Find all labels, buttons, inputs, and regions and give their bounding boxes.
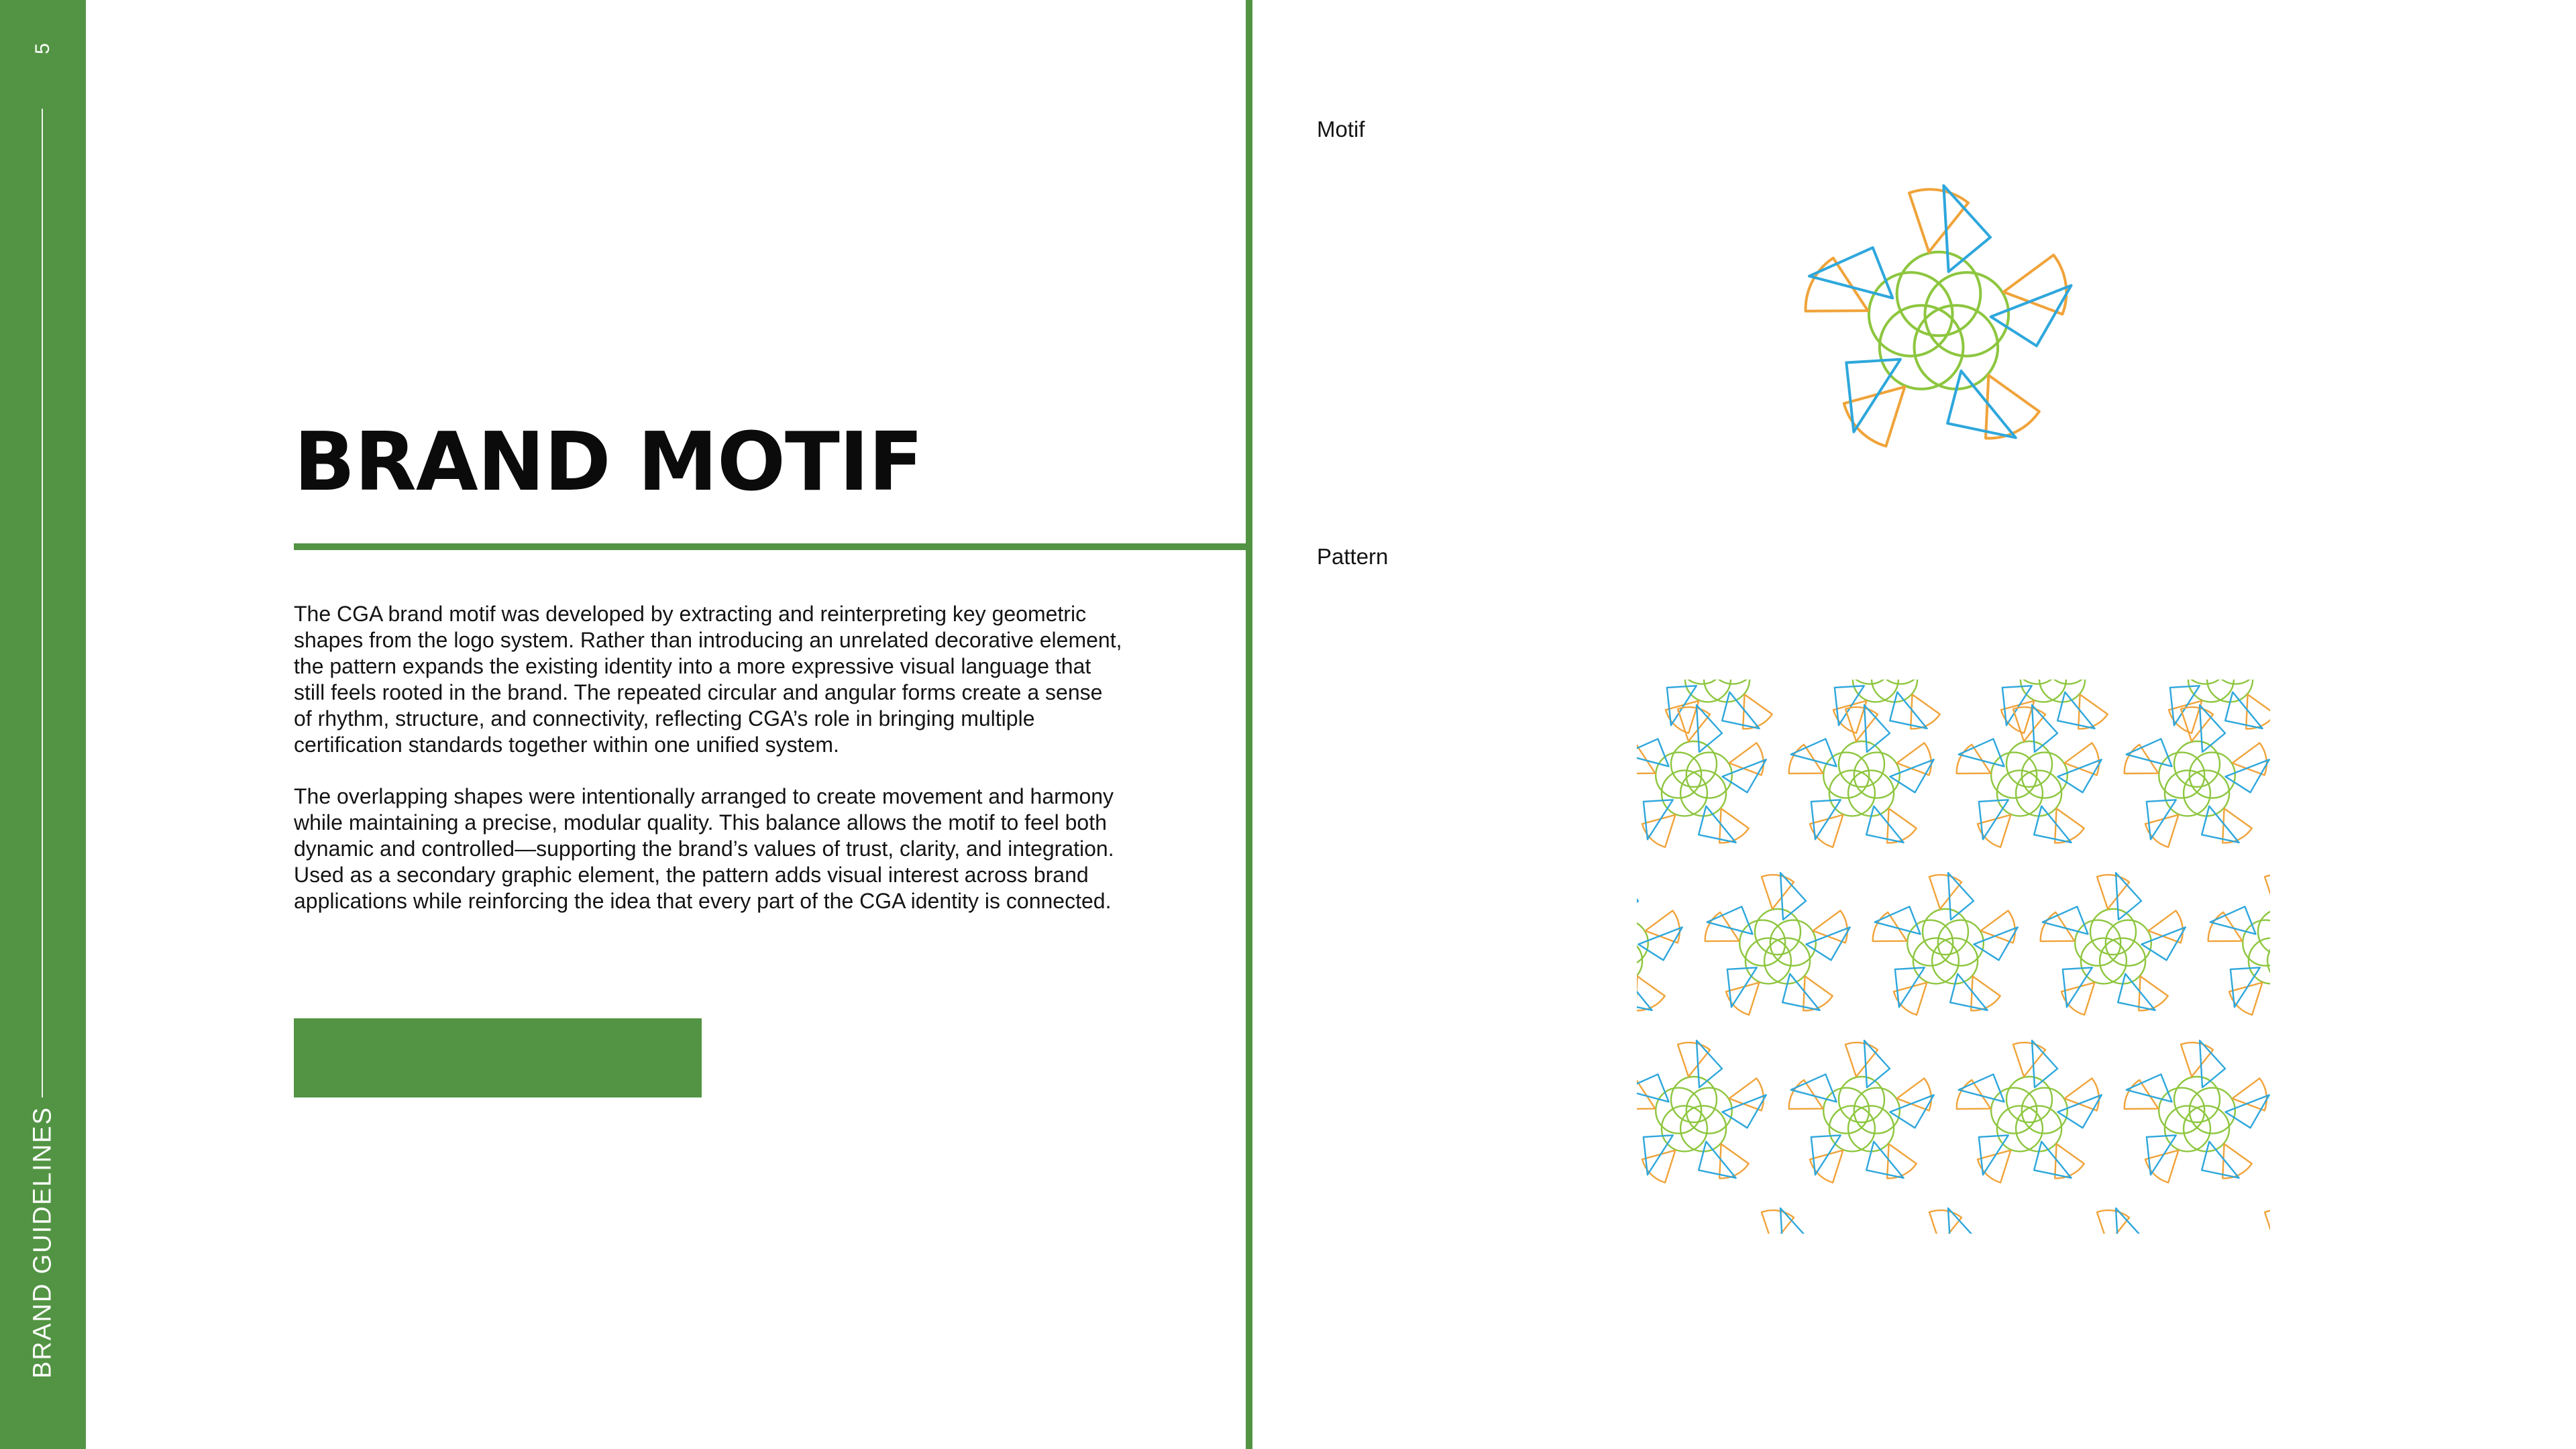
motif-caption: Motif: [1317, 117, 1365, 142]
accent-block: [294, 1018, 702, 1097]
page-number: 5: [32, 42, 54, 54]
page-title: BRAND MOTIF: [294, 416, 923, 509]
section-label: BRAND GUIDELINES: [28, 1106, 57, 1379]
title-underline: [294, 543, 1248, 550]
sidebar: [0, 0, 86, 1449]
body-paragraph: The CGA brand motif was developed by extracting and reinterpreting key geometric shapes from the logo system. Rather than introducing an unrelated decorative element, the pattern expands the existing identity into a more expressive visual language that still feels rooted in the brand. The repeated circular and angular forms create a sense of rhythm, structure, and connectivity, reflecting CGA’s role in bringing multiple certification standards together within one unified system.: [294, 602, 1122, 757]
body-paragraph: The overlapping shapes were intentionally arranged to create movement and harmony while maintaining a precise, modular quality. This balance allows the motif to feel both dynamic and controlled—supporting the brand’s values of trust, clarity, and integration. Used as a secondary graphic element, the pattern adds visual interest across brand applications while reinforcing the idea that every part of the CGA identity is connected.: [294, 784, 1114, 913]
brand-pattern-icon: [1637, 680, 2270, 1234]
pattern-caption: Pattern: [1317, 544, 1389, 569]
column-divider: [1246, 0, 1252, 1449]
brand-motif-icon: [1791, 176, 2086, 471]
sidebar-rule: [42, 109, 43, 1097]
body-copy: [294, 601, 1126, 940]
